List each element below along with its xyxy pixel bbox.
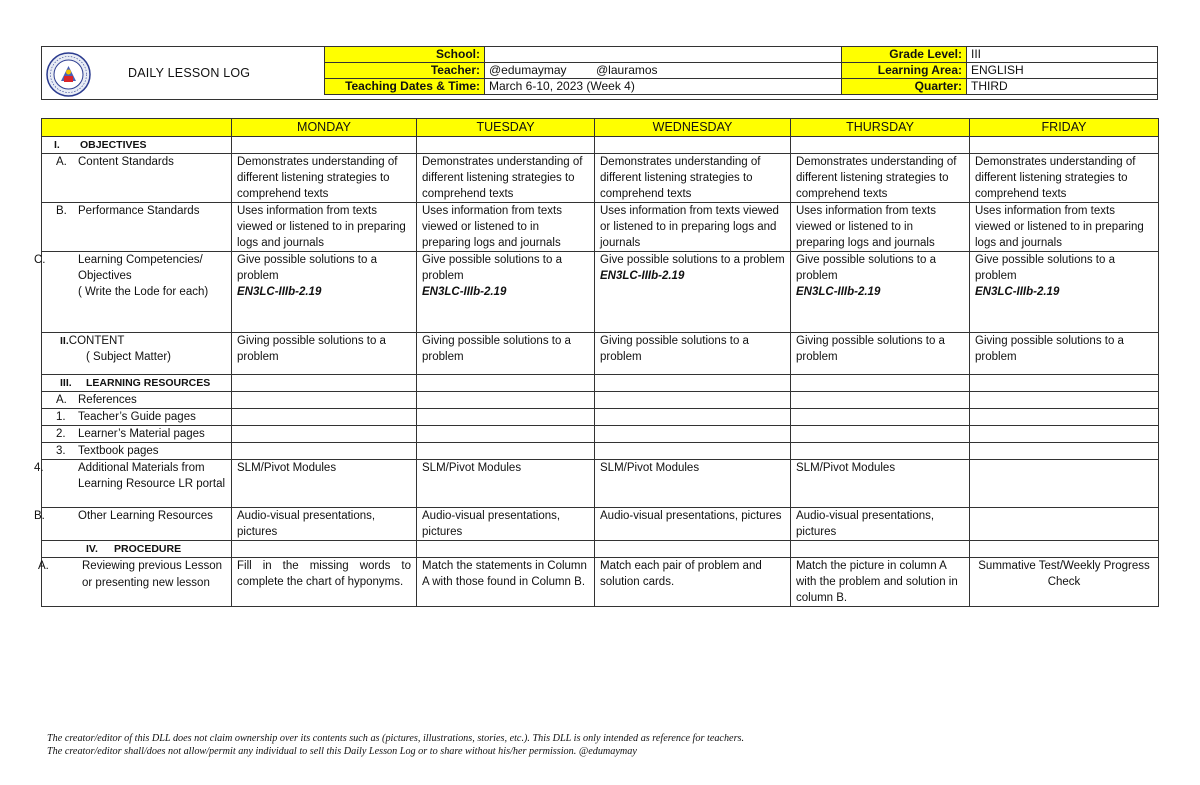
cell-content-standard-wed[interactable]: Demonstrates understanding of different listening strategies to comprehend texts xyxy=(595,154,791,203)
teachers-guide-label: 1. Teacher’s Guide pages xyxy=(42,409,232,426)
cell-olr-thu[interactable]: Audio-visual presentations, pictures xyxy=(791,508,970,541)
competency-code: EN3LC-IIIb-2.19 xyxy=(600,270,685,282)
cell-resources-tue[interactable] xyxy=(417,375,595,392)
procedure-heading: IV. PROCEDURE xyxy=(42,541,232,558)
cell-content-standard-tue[interactable]: Demonstrates understanding of different listening strategies to comprehend texts xyxy=(417,154,595,203)
competency-code: EN3LC-IIIb-2.19 xyxy=(796,286,881,298)
cell-review-thu[interactable]: Match the picture in column A with the problem and solution in column B. xyxy=(791,558,970,607)
learners-material-label: 2. Learner’s Material pages xyxy=(42,426,232,443)
cell-lm-wed[interactable] xyxy=(595,426,791,443)
cell-resources-thu[interactable] xyxy=(791,375,970,392)
resources-heading: III. LEARNING RESOURCES xyxy=(42,375,232,392)
cell-procedure-mon[interactable] xyxy=(232,541,417,558)
competencies-note: ( Write the Lode for each) xyxy=(78,286,209,298)
cell-performance-standard-thu[interactable]: Uses information from texts viewed or listened to in preparing logs and journals xyxy=(791,203,970,252)
procedure-row xyxy=(42,541,1159,558)
cell-lm-thu[interactable] xyxy=(791,426,970,443)
teacher-handle-2: @lauramos xyxy=(596,63,658,77)
performance-standards-row xyxy=(42,203,1159,252)
cell-am-wed[interactable]: SLM/Pivot Modules xyxy=(595,460,791,508)
content-note: ( Subject Matter) xyxy=(86,351,171,363)
content-standards-label: A. Content Standards xyxy=(42,154,232,203)
textbook-row xyxy=(42,443,1159,460)
cell-procedure-wed[interactable] xyxy=(595,541,791,558)
teacher-label: Teacher: xyxy=(325,63,485,79)
cell-content-standard-mon[interactable]: Demonstrates understanding of different listening strategies to comprehend texts xyxy=(232,154,417,203)
competencies-row xyxy=(42,252,1159,333)
cell-content-standard-thu[interactable]: Demonstrates understanding of different listening strategies to comprehend texts xyxy=(791,154,970,203)
cell-performance-standard-fri[interactable]: Uses information from texts viewed or listened to in preparing logs and journals xyxy=(970,203,1159,252)
teacher-handle-1: @edumaymay xyxy=(489,63,567,77)
cell-competency-thu[interactable]: Give possible solutions to a problem EN3LC-IIIb-2.19 xyxy=(791,252,970,333)
additional-materials-label: 4. Additional Materials from Learning Resource LR portal xyxy=(42,460,232,508)
references-row xyxy=(42,392,1159,409)
cell-objectives-wed[interactable] xyxy=(595,137,791,154)
additional-materials-row xyxy=(42,460,1159,508)
cell-objectives-fri[interactable] xyxy=(970,137,1159,154)
cell-olr-tue[interactable]: Audio-visual presentations, pictures xyxy=(417,508,595,541)
cell-procedure-thu[interactable] xyxy=(791,541,970,558)
content-standards-row xyxy=(42,154,1159,203)
cell-lm-tue[interactable] xyxy=(417,426,595,443)
cell-am-mon[interactable]: SLM/Pivot Modules xyxy=(232,460,417,508)
grade-level-label: Grade Level: xyxy=(842,47,967,63)
cell-references-wed[interactable] xyxy=(595,392,791,409)
content-heading: II.CONTENT ( Subject Matter) xyxy=(42,333,232,375)
cell-references-tue[interactable] xyxy=(417,392,595,409)
day-header-tuesday: TUESDAY xyxy=(417,119,595,137)
cell-resources-fri[interactable] xyxy=(970,375,1159,392)
cell-tb-wed[interactable] xyxy=(595,443,791,460)
resources-row xyxy=(42,375,1159,392)
cell-procedure-tue[interactable] xyxy=(417,541,595,558)
learning-area-value[interactable]: ENGLISH xyxy=(967,63,1158,79)
cell-objectives-mon[interactable] xyxy=(232,137,417,154)
objectives-heading: I. OBJECTIVES xyxy=(42,137,232,154)
other-resources-label: B. Other Learning Resources xyxy=(42,508,232,541)
competency-code: EN3LC-IIIb-2.19 xyxy=(237,286,322,298)
cell-references-fri[interactable] xyxy=(970,392,1159,409)
performance-standards-label: B. Performance Standards xyxy=(42,203,232,252)
cell-tg-wed[interactable] xyxy=(595,409,791,426)
cell-am-thu[interactable]: SLM/Pivot Modules xyxy=(791,460,970,508)
cell-competency-tue[interactable]: Give possible solutions to a problem EN3LC-IIIb-2.19 xyxy=(417,252,595,333)
day-header-wednesday: WEDNESDAY xyxy=(595,119,791,137)
school-info-table xyxy=(324,46,1158,95)
other-resources-row xyxy=(42,508,1159,541)
cell-competency-fri[interactable]: Give possible solutions to a problem EN3LC-IIIb-2.19 xyxy=(970,252,1159,333)
cell-resources-wed[interactable] xyxy=(595,375,791,392)
cell-objectives-tue[interactable] xyxy=(417,137,595,154)
cell-content-thu[interactable]: Giving possible solutions to a problem xyxy=(791,333,970,375)
days-header-row xyxy=(42,119,1159,137)
review-lesson-row xyxy=(42,558,1159,607)
cell-performance-standard-mon[interactable]: Uses information from texts viewed or listened to in preparing logs and journals xyxy=(232,203,417,252)
disclaimer-line-1: The creator/editor of this DLL does not claim ownership over its contents such as (pictures, illustrations, stories, etc.). This DLL is only intended as reference for teachers. xyxy=(47,733,745,744)
day-header-thursday: THURSDAY xyxy=(791,119,970,137)
info-row-dates xyxy=(325,79,1158,95)
references-label: A. References xyxy=(42,392,232,409)
day-header-monday: MONDAY xyxy=(232,119,417,137)
cell-tg-thu[interactable] xyxy=(791,409,970,426)
info-row-school xyxy=(325,47,1158,63)
cell-tg-tue[interactable] xyxy=(417,409,595,426)
grade-level-value[interactable]: III xyxy=(967,47,1158,63)
competencies-label: C. Learning Competencies/ Objectives ( Write the Lode for each) xyxy=(42,252,232,333)
disclaimer-footer xyxy=(47,732,744,758)
teaching-dates-value[interactable]: March 6-10, 2023 (Week 4) xyxy=(485,79,842,95)
lesson-log-table xyxy=(34,118,1159,607)
objectives-row xyxy=(42,137,1159,154)
teaching-dates-label: Teaching Dates & Time: xyxy=(325,79,485,95)
quarter-value[interactable]: THIRD xyxy=(967,79,1158,95)
cell-review-fri[interactable]: Summative Test/Weekly Progress Check xyxy=(970,558,1159,607)
cell-olr-fri[interactable] xyxy=(970,508,1159,541)
cell-content-fri[interactable]: Giving possible solutions to a problem xyxy=(970,333,1159,375)
cell-competency-wed[interactable]: Give possible solutions to a problem EN3LC-IIIb-2.19 xyxy=(595,252,791,333)
cell-content-tue[interactable]: Giving possible solutions to a problem xyxy=(417,333,595,375)
cell-review-mon[interactable]: Fill in the missing words to complete the chart of hyponyms. xyxy=(232,558,417,607)
cell-am-fri[interactable] xyxy=(970,460,1159,508)
teachers-guide-row xyxy=(42,409,1159,426)
school-value[interactable] xyxy=(485,47,842,63)
cell-performance-standard-tue[interactable]: Uses information from texts viewed or listened to in preparing logs and journals xyxy=(417,203,595,252)
cell-tg-mon[interactable] xyxy=(232,409,417,426)
cell-content-wed[interactable]: Giving possible solutions to a problem xyxy=(595,333,791,375)
textbook-label: 3. Textbook pages xyxy=(42,443,232,460)
cell-performance-standard-wed[interactable]: Uses information from texts viewed or listened to in preparing logs and journals xyxy=(595,203,791,252)
info-row-teacher xyxy=(325,63,1158,79)
cell-references-thu[interactable] xyxy=(791,392,970,409)
day-header-friday: FRIDAY xyxy=(970,119,1159,137)
teacher-value[interactable] xyxy=(485,63,842,79)
cell-olr-wed[interactable]: Audio-visual presentations, pictures xyxy=(595,508,791,541)
cell-tb-thu[interactable] xyxy=(791,443,970,460)
cell-competency-mon[interactable]: Give possible solutions to a problem EN3LC-IIIb-2.19 xyxy=(232,252,417,333)
competency-code: EN3LC-IIIb-2.19 xyxy=(422,286,507,298)
learning-area-label: Learning Area: xyxy=(842,63,967,79)
cell-lm-fri[interactable] xyxy=(970,426,1159,443)
cell-content-mon[interactable]: Giving possible solutions to a problem xyxy=(232,333,417,375)
content-row xyxy=(42,333,1159,375)
cell-olr-mon[interactable]: Audio-visual presentations, pictures xyxy=(232,508,417,541)
cell-tb-mon[interactable] xyxy=(232,443,417,460)
disclaimer-line-2: The creator/editor shall/does not allow/permit any individual to sell this Daily Lesson Log or to share without his/her permission. @edumaymay xyxy=(47,746,637,757)
cell-resources-mon[interactable] xyxy=(232,375,417,392)
cell-tb-fri[interactable] xyxy=(970,443,1159,460)
learners-material-row xyxy=(42,426,1159,443)
blank-header-cell xyxy=(42,119,232,137)
cell-content-standard-fri[interactable]: Demonstrates understanding of different listening strategies to comprehend texts xyxy=(970,154,1159,203)
cell-procedure-fri[interactable] xyxy=(970,541,1159,558)
deped-seal-icon xyxy=(46,52,91,97)
cell-lm-mon[interactable] xyxy=(232,426,417,443)
review-lesson-label: A. Reviewing previous Lesson or presenting new lesson xyxy=(42,558,232,607)
cell-references-mon[interactable] xyxy=(232,392,417,409)
competency-code: EN3LC-IIIb-2.19 xyxy=(975,286,1060,298)
cell-review-wed[interactable]: Match each pair of problem and solution cards. xyxy=(595,558,791,607)
cell-am-tue[interactable]: SLM/Pivot Modules xyxy=(417,460,595,508)
school-label: School: xyxy=(325,47,485,63)
document-title: DAILY LESSON LOG xyxy=(128,66,251,80)
cell-objectives-thu[interactable] xyxy=(791,137,970,154)
cell-tb-tue[interactable] xyxy=(417,443,595,460)
cell-review-tue[interactable]: Match the statements in Column A with those found in Column B. xyxy=(417,558,595,607)
cell-tg-fri[interactable] xyxy=(970,409,1159,426)
quarter-label: Quarter: xyxy=(842,79,967,95)
